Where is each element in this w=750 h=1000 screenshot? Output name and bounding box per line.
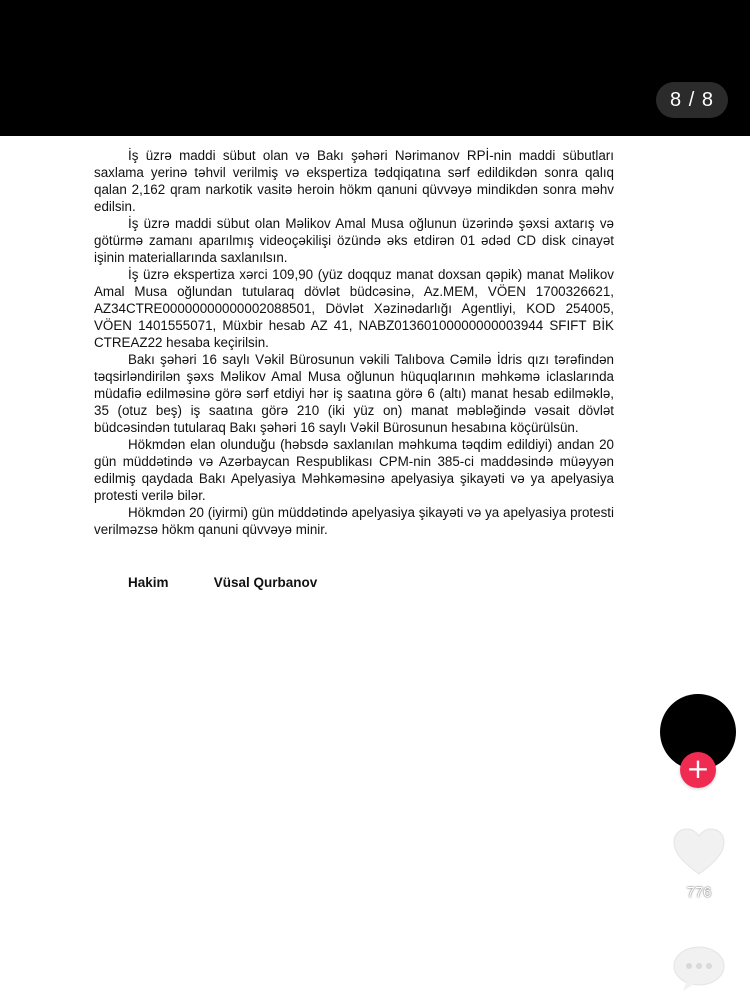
heart-icon bbox=[671, 826, 727, 878]
follow-button[interactable]: + bbox=[680, 752, 716, 788]
paragraph-evidence-cd: İş üzrə maddi sübut olan Məlikov Amal Musa oğlunun üzərində şəxsi axtarış və götürmə zamanı aparılmış videoçəkilişi özündə əks etdirən 01 ədəd CD disk cinayət işinin materiallarında saxlanılsın. bbox=[94, 216, 614, 265]
signature-block bbox=[128, 575, 317, 590]
signature-name: Vüsal Qurbanov bbox=[213, 575, 318, 590]
paragraph-expertise-cost: İş üzrə ekspertiza xərci 109,90 (yüz doqquz manat doxsan qəpik) manat Məlikov Amal Musa oğlundan tutularaq dövlət büdcəsinə, Az.MEM, VÖEN 1700326621, AZ34CTRE00000000000002088501, Dövlət Xəzinədarlığı Agentliyi, KOD 254005, VÖEN 1401555071, Müxbir hesab AZ 41, NABZ01360100000000003944 SFIFT BİK CTREAZ22 hesaba keçirilsin. bbox=[94, 267, 614, 350]
document-body bbox=[94, 147, 614, 538]
comment-bubble-icon bbox=[671, 944, 727, 994]
like-button[interactable] bbox=[671, 826, 727, 878]
viewer-top-bar bbox=[0, 0, 750, 136]
paragraph-evidence-heroin: İş üzrə maddi sübut olan və Bakı şəhəri Nərimanov RPİ-nin maddi sübutları saxlama yerinə təhvil verilmiş və ekspertiza tədqiqatına sərf edildikdən sonra qalıq qalan 2,162 qram narkotik vasitə heroin hökm qanuni qüvvəyə mindikdən sonra məhv edilsin. bbox=[94, 148, 614, 214]
signature-title: Hakim bbox=[128, 575, 169, 590]
document-page bbox=[0, 136, 750, 1000]
like-count: 776 bbox=[686, 884, 712, 901]
page-counter: 8 / 8 bbox=[656, 82, 728, 118]
paragraph-entry-into-force: Hökmdən 20 (iyirmi) gün müddətində apelyasiya şikayəti və ya apelyasiya protesti verilməzsə hökm qanuni qüvvəyə minir. bbox=[94, 505, 614, 537]
paragraph-lawyer-fee: Bakı şəhəri 16 saylı Vəkil Bürosunun vəkili Talıbova Cəmilə İdris qızı tərəfindən təqsirləndirilən şəxs Məlikov Amal Musa oğlunun hüquqlarının məhkəmə iclaslarında müdafiə edilməsinə görə sərf etdiyi hər iş saatına görə 6 (altı) manat hesab edilməklə, 35 (otuz beş) iş saatına görə 210 (iki yüz on) manat məbləğində vəsait dövlət büdcəsindən tutularaq Bakı şəhəri 16 saylı Vəkil Bürosunun hesabına köçürülsün. bbox=[94, 352, 614, 435]
comment-button[interactable] bbox=[671, 944, 727, 994]
paragraph-appeal-rights: Hökmdən elan olunduğu (həbsdə saxlanılan məhkuma təqdim edildiyi) andan 20 gün müddətində və Azərbaycan Respublikası CPM-nin 385-ci maddəsində müəyyən edilmiş qaydada Bakı Apelyasiya Məhkəməsinə apelyasiya şikayəti və ya apelyasiya protesti verilə bilər. bbox=[94, 437, 614, 503]
